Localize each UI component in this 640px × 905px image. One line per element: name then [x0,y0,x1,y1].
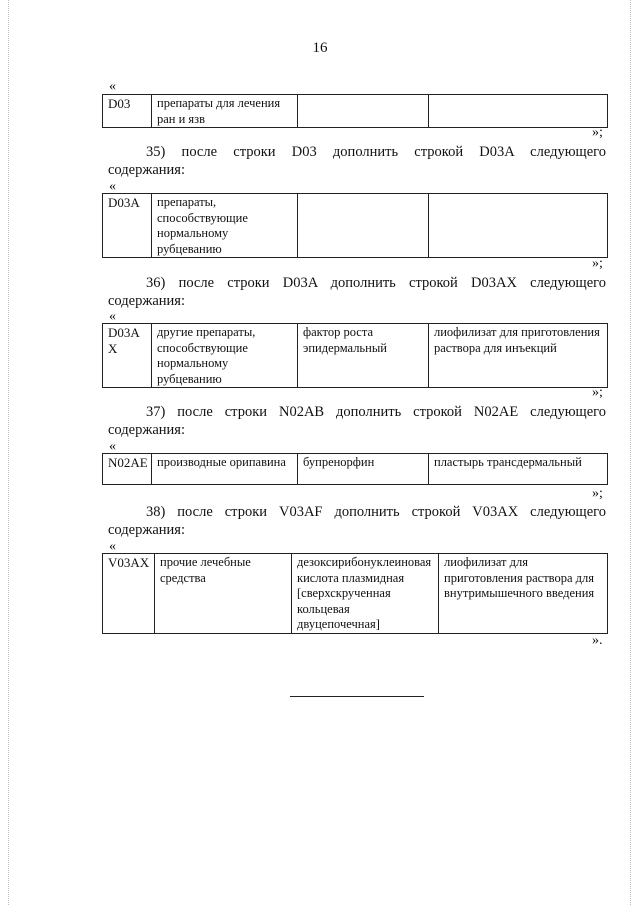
amendment-paragraph-35 [108,143,606,179]
amendment-paragraph-36 [108,274,606,310]
atc-code-cell: N02AE [103,454,152,485]
opening-quote: « [109,439,116,454]
right-margin-dots [630,0,631,905]
table-d03 [102,94,608,128]
closing-quote: ». [592,633,603,648]
atc-group-cell: производные орипавина [152,454,298,485]
substance-cell: фактор роста эпидермальный [298,324,429,388]
paragraph-line: содержания: [108,293,186,309]
substance-cell [298,95,429,128]
dosage-form-cell: лиофилизат для приготовления раствора для внутримышечного введения [439,554,608,634]
paragraph-line: 36) после строки D03A дополнить строкой D03AX следующего [146,275,606,291]
page-number: 16 [312,40,328,56]
atc-code-cell: D03A X [103,324,152,388]
substance-cell [298,194,429,258]
end-of-document-rule [290,696,424,697]
paragraph-line: содержания: [108,162,186,178]
table-row [103,324,608,388]
amendment-paragraph-37 [108,403,606,439]
dosage-form-cell [429,95,608,128]
opening-quote: « [109,179,116,194]
atc-group-cell: прочие лечебные средства [155,554,292,634]
paragraph-line: содержания: [108,422,186,438]
atc-code-cell: D03 [103,95,152,128]
paragraph-line: содержания: [108,522,186,538]
atc-group-cell: препараты для лечения ран и язв [152,95,298,128]
table-d03ax [102,323,608,388]
atc-group-cell: другие препараты, способствующие нормальному рубцеванию [152,324,298,388]
amendment-paragraph-38 [108,503,606,539]
substance-cell: дезоксирибонуклеиновая кислота плазмидная [сверхскрученная кольцевая двуцепочечная] [292,554,439,634]
table-row [103,194,608,258]
opening-quote: « [109,309,116,324]
closing-quote: »; [592,256,603,271]
closing-quote: »; [592,385,603,400]
opening-quote: « [109,79,116,94]
dosage-form-cell: лиофилизат для приготовления раствора для инъекций [429,324,608,388]
atc-code-cell: D03A [103,194,152,258]
closing-quote: »; [592,125,603,140]
paragraph-line: 37) после строки N02AB дополнить строкой N02AE следующего [146,404,606,420]
paragraph-line: 35) после строки D03 дополнить строкой D03A следующего [146,144,606,160]
substance-cell: бупренорфин [298,454,429,485]
paragraph-line: 38) после строки V03AF дополнить строкой V03AX следующего [146,504,606,520]
dosage-form-cell: пластырь трансдермальный [429,454,608,485]
table-v03ax [102,553,608,634]
atc-group-cell: препараты, способствующие нормальному рубцеванию [152,194,298,258]
left-margin-dots [8,0,9,905]
table-d03a [102,193,608,258]
table-row [103,454,608,485]
table-row [103,95,608,128]
opening-quote: « [109,539,116,554]
dosage-form-cell [429,194,608,258]
closing-quote: »; [592,486,603,501]
atc-code-cell: V03AX [103,554,155,634]
table-row [103,554,608,634]
table-n02ae [102,453,608,485]
